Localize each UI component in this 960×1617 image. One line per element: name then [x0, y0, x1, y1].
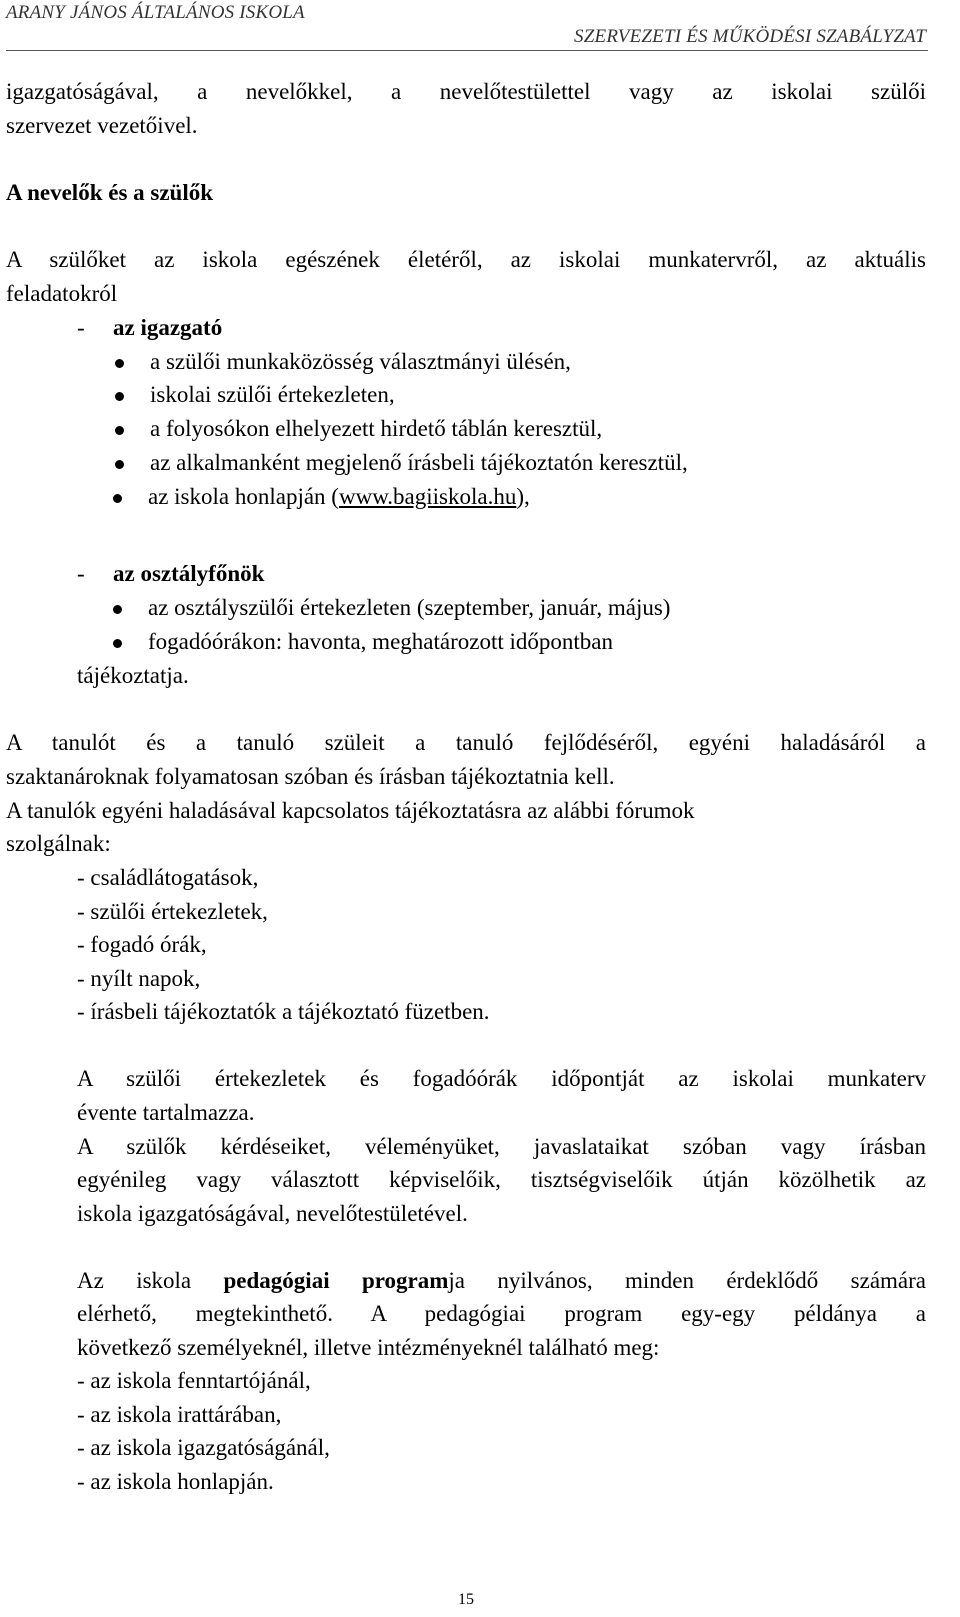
- text-run: Az iskola: [77, 1268, 224, 1293]
- paragraph-line: A tanulók egyéni haladásával kapcsolatos tájékoztatásra az alábbi fórumok: [6, 798, 695, 823]
- paragraph-line: A szülők kérdéseiket, véleményüket, javaslataikat szóban vagy írásban: [77, 1134, 926, 1159]
- paragraph-line: évente tartalmazza.: [77, 1100, 255, 1125]
- list-item: a szülői munkaközösség választmányi ülésén,: [150, 349, 571, 374]
- list-dash: -: [77, 315, 85, 340]
- list-item: iskolai szülői értekezleten,: [150, 382, 395, 407]
- paragraph-line: A szülőket az iskola egészének életéről, az iskolai munkatervről, az aktuális: [6, 247, 926, 272]
- bullet-icon: [115, 392, 124, 401]
- list-item: - az iskola honlapján.: [77, 1469, 274, 1494]
- list-item: - fogadó órák,: [77, 932, 207, 957]
- bullet-icon: [115, 460, 124, 469]
- paragraph-line: elérhető, megtekinthető. A pedagógiai program egy-egy példánya a: [77, 1301, 926, 1326]
- list-item: [148, 482, 530, 512]
- paragraph-line: feladatokról: [6, 281, 118, 306]
- list-item: az osztályszülői értekezleten (szeptember, január, május): [148, 595, 671, 620]
- director-label: az igazgató: [113, 315, 223, 340]
- paragraph-line: igazgatóságával, a nevelőkkel, a nevelőtestülettel vagy az iskolai szülői: [6, 79, 926, 104]
- paragraph-line: tájékoztatja.: [77, 663, 189, 688]
- paragraph-line: A szülői értekezletek és fogadóórák időpontját az iskolai munkaterv: [77, 1066, 926, 1091]
- bullet-icon: [113, 639, 122, 648]
- class-teacher-label: az osztályfőnök: [113, 561, 265, 586]
- list-item: a folyosókon elhelyezett hirdető táblán keresztül,: [150, 416, 603, 441]
- paragraph-line: A tanulót és a tanuló szüleit a tanuló fejlődéséről, egyéni haladásáról a: [6, 730, 926, 755]
- list-item: fogadóórákon: havonta, meghatározott időpontban: [148, 629, 613, 654]
- bullet-icon: [113, 494, 122, 503]
- list-item: az alkalmanként megjelenő írásbeli tájékoztatón keresztül,: [150, 450, 688, 475]
- list-item: - az iskola fenntartójánál,: [77, 1368, 311, 1393]
- list-dash: -: [77, 561, 85, 586]
- list-item: - az iskola irattárában,: [77, 1402, 282, 1427]
- section-heading: A nevelők és a szülők: [6, 180, 214, 205]
- school-website-link[interactable]: www.bagiiskola.hu: [338, 484, 517, 509]
- paragraph-line: szervezet vezetőivel.: [6, 113, 198, 138]
- paragraph-line: iskola igazgatóságával, nevelőtestületével.: [77, 1201, 468, 1226]
- list-item: - nyílt napok,: [77, 966, 201, 991]
- page-header: [6, 0, 926, 56]
- bullet-icon: [113, 605, 122, 614]
- list-item: - az iskola igazgatóságánál,: [77, 1435, 330, 1460]
- header-rule: [6, 50, 928, 51]
- paragraph-line: következő személyeknél, illetve intézményeknél található meg:: [77, 1335, 660, 1360]
- list-item-text: ),: [516, 484, 530, 509]
- paragraph-line: [77, 1266, 926, 1296]
- text-run: ja nyilvános, minden érdeklődő számára: [448, 1268, 926, 1293]
- list-item: - szülői értekezletek,: [77, 899, 268, 924]
- pedagogical-program-term: pedagógiai program: [223, 1268, 449, 1293]
- list-item-text: az iskola honlapján (: [148, 484, 339, 509]
- bullet-icon: [115, 359, 124, 368]
- bullet-icon: [115, 426, 124, 435]
- header-school-name: ARANY JÁNOS ÁLTALÁNOS ISKOLA: [6, 2, 305, 23]
- paragraph-line: szolgálnak:: [6, 831, 111, 856]
- paragraph-line: szaktanároknak folyamatosan szóban és írásban tájékoztatnia kell.: [6, 764, 615, 789]
- page-number: 15: [458, 1591, 474, 1608]
- header-document-title: SZERVEZETI ÉS MŰKÖDÉSI SZABÁLYZAT: [574, 26, 926, 47]
- paragraph-line: egyénileg vagy választott képviselőik, tisztségviselőik útján közölhetik az: [77, 1167, 926, 1192]
- list-item: - családlátogatások,: [77, 865, 259, 890]
- list-item: - írásbeli tájékoztatók a tájékoztató füzetben.: [77, 999, 490, 1024]
